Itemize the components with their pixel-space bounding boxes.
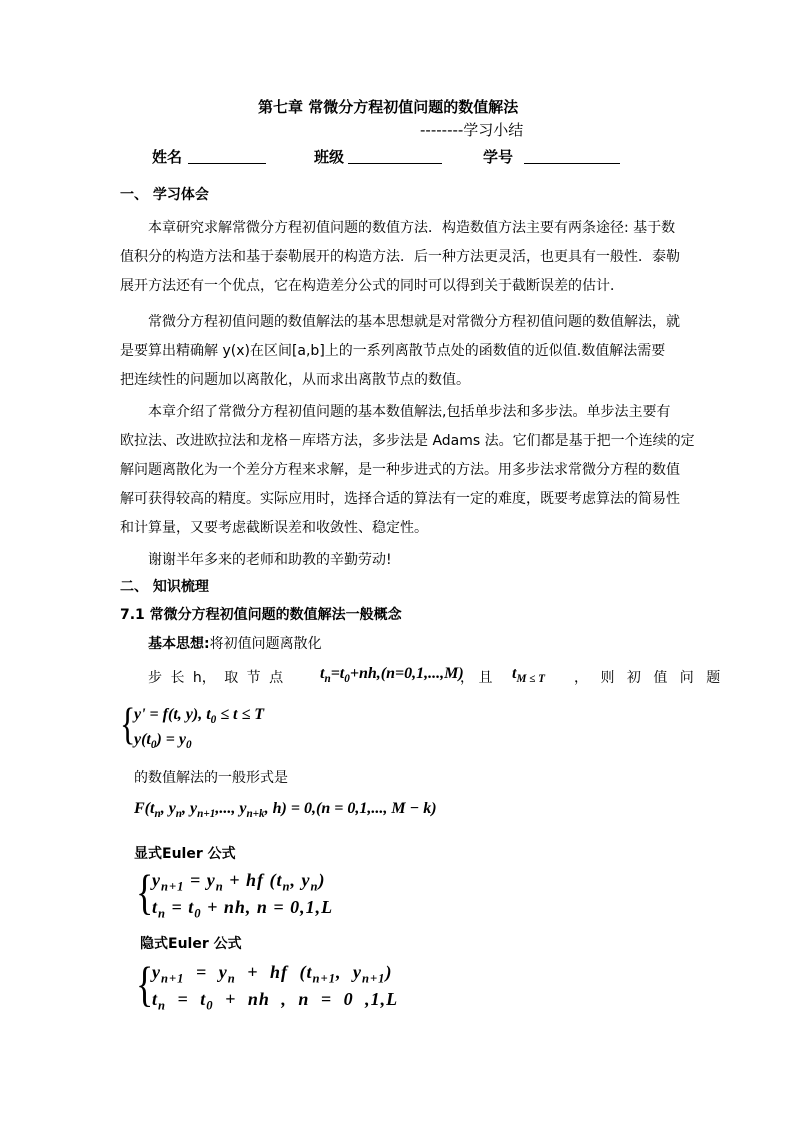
implicit-brace: { — [136, 957, 154, 1012]
explicit-brace: { — [136, 865, 154, 920]
general-form-text: 的数值解法的一般形式是 — [134, 770, 288, 786]
class-label: 班级 — [314, 148, 345, 166]
para2-line3: 把连续性的问题加以离散化，从而求出离散节点的数值。 — [120, 372, 470, 388]
section2-subheading: 7.1 常微分方程初值问题的数值解法一般概念 — [120, 607, 402, 623]
para1-line3: 展开方法还有一个优点，它在构造差分公式的同时可以得到关于截断误差的估计． — [120, 278, 624, 294]
implicit-line2: $t_n = t_0$ + nh , n = 0 ,1,L — [152, 989, 399, 1013]
para1-line2: 值积分的构造方法和基于泰勒展开的构造方法．后一种方法更灵活，也更具有一般性．泰勒 — [120, 249, 680, 265]
section1-heading: 一、 学习体会 — [120, 187, 209, 203]
page-subtitle: --------学习小结 — [420, 121, 524, 139]
explicit-line1: $y_{n+1} = y_n$ + hf ($t_n$, $y_n$) — [152, 870, 326, 894]
id-blank — [524, 163, 620, 164]
ivp-line1-a: y' = f(t, y), t — [134, 706, 211, 723]
node-condition-sub: M ≤ T — [516, 673, 545, 686]
explicit-line1-y: y — [152, 870, 161, 890]
basic-idea-label: 基本思想: — [148, 636, 210, 652]
general-formula: $F(t_n$, $y_n$, $y_{n+1}$,..., $y_{n+k}$, h) = 0,(n = 0,1,..., M − k) — [134, 800, 437, 821]
class-blank — [348, 163, 442, 164]
general-formula-f: F(t — [134, 800, 155, 817]
para3-line5: 和计算量，又要考虑截断误差和收敛性、稳定性。 — [120, 520, 428, 536]
thanks-line: 谢谢半年多来的老师和助教的辛勤劳动! — [148, 552, 392, 568]
para3-line4: 解可获得较高的精度。实际应用时，选择合适的算法有一定的难度，既要考虑算法的简易性 — [120, 491, 680, 507]
para2-line1: 常微分方程初值问题的数值解法的基本思想就是对常微分方程初值问题的数值解法，就 — [148, 314, 680, 330]
id-label: 学号 — [483, 148, 514, 166]
para3-line3: 解问题离散化为一个差分方程来求解，是一种步进式的方法。用多步法求常微分方程的数值 — [120, 462, 680, 478]
para3-line2: 欧拉法、改进欧拉法和龙格－库塔方法，多步法是 Adams 法。它们都是基于把一个连续的定 — [120, 433, 695, 449]
implicit-euler-label: 隐式Euler 公式 — [140, 936, 242, 952]
step-text-a: 步 长 h， 取 节 点 — [148, 670, 284, 686]
para3-line1: 本章介绍了常微分方程初值问题的基本数值解法,包括单步法和多步法。单步法主要有 — [148, 404, 671, 420]
ivp-line2: $y(t_0) = y_0$ — [134, 731, 192, 752]
basic-idea-text: 将初值问题离散化 — [209, 636, 322, 652]
para1-line1: 本章研究求解常微分方程初值问题的数值方法．构造数值方法主要有两条途径: 基于数 — [148, 220, 676, 236]
ivp-line1: y' = f(t, y), $t_0 \le t \le T$ — [134, 706, 265, 727]
page-title: 第七章 常微分方程初值问题的数值解法 — [258, 98, 519, 116]
ivp-brace: { — [120, 698, 136, 749]
name-label: 姓名 — [152, 148, 183, 166]
implicit-line1: $y_{n+1} = y_n$ + hf ($t_{n+1}$, $y_{n+1}$) — [152, 962, 393, 986]
ivp-line1-b: ≤ t ≤ T — [216, 706, 265, 723]
para2-line2: 是要算出精确解 y(x)在区间[a,b]上的一系列离散节点处的函数值的近似值.数值解法需要 — [120, 343, 666, 359]
implicit-line1-y: y — [152, 962, 161, 982]
step-text-b: ， 且 — [460, 670, 493, 686]
explicit-line2-t: t — [152, 897, 159, 917]
ivp-line2-a: y(t — [134, 731, 151, 748]
section2-heading: 二、 知识梳理 — [120, 579, 209, 595]
node-condition: $t_{M \le T}$ — [512, 665, 545, 686]
node-formula-t: t — [320, 665, 325, 682]
basic-idea — [148, 633, 322, 653]
node-formula: $t_n=t_0+nh,(n=0,1,...,M)$ — [320, 665, 464, 686]
implicit-line2-t: t — [152, 989, 159, 1009]
step-text-c: ， 则 初 值 问 题 — [574, 670, 721, 686]
name-blank — [188, 163, 266, 164]
explicit-line2: $t_n = t_0$ + nh, n = 0,1,L — [152, 897, 334, 921]
explicit-euler-label: 显式Euler 公式 — [134, 846, 236, 862]
